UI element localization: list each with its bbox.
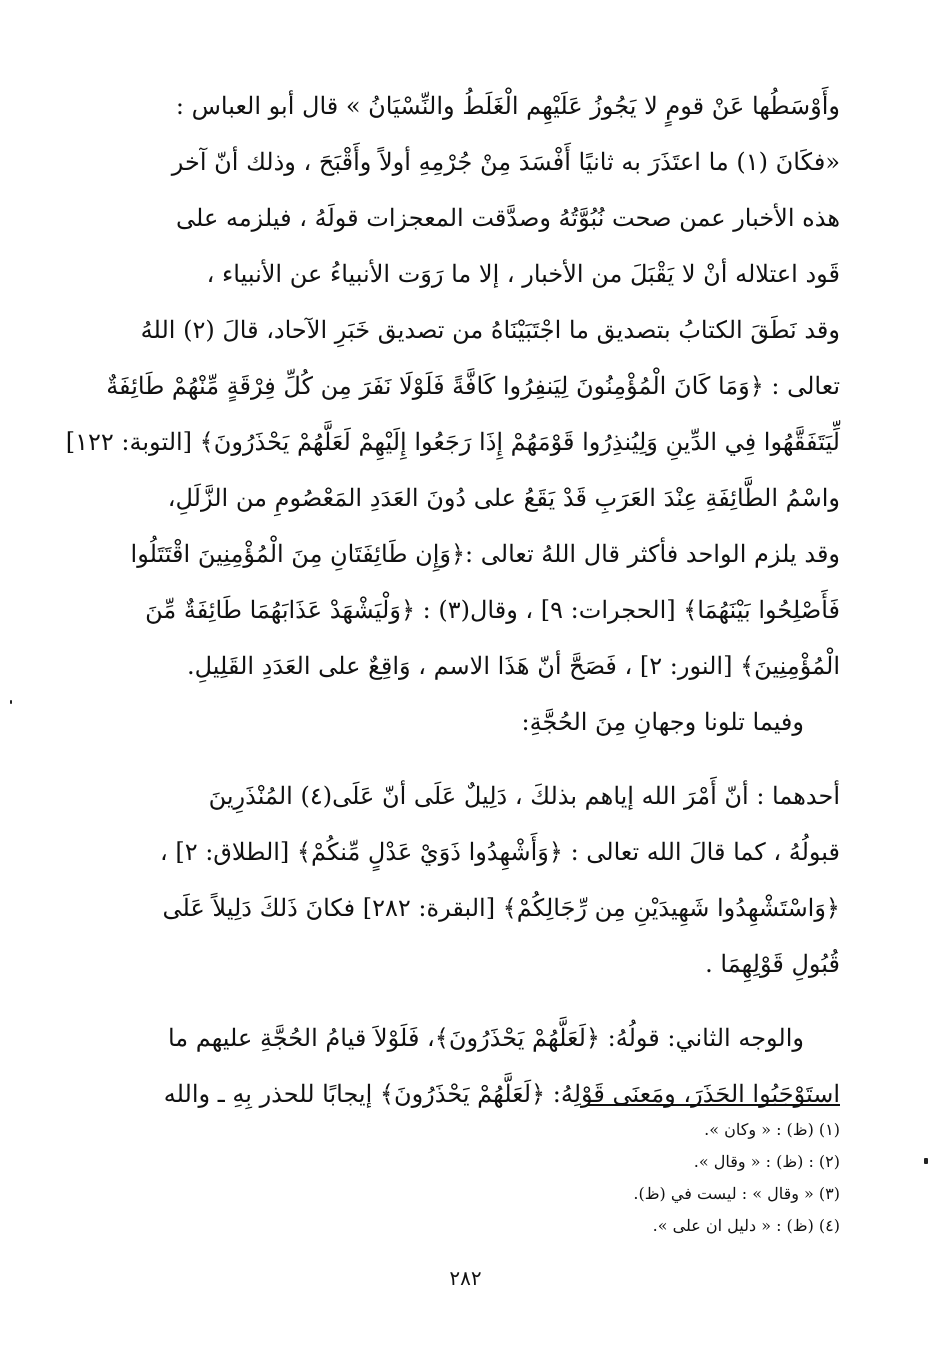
- text-line: الْمُؤْمِنِينَ﴾ [النور: ٢] ، فَصَحَّ أنّ هَذَا الاسم ، وَاقِعٌ على العَدَدِ القَلِيلِ.: [186, 652, 840, 680]
- text-line: تعالى : ﴿وَمَا كَانَ الْمُؤْمِنُونَ لِيَنفِرُوا كَافَّةً فَلَوْلَا نَفَرَ مِن كُلِّ فِرْقَةٍ مِّنْهُمْ طَائِفَةٌ: [106, 372, 840, 400]
- footnotes: [440, 1114, 840, 1242]
- scan-speck: [924, 1158, 928, 1164]
- page-number: ٢٨٢: [449, 1266, 482, 1290]
- text-line: استَوْجَبُوا الحَذَرَ، ومَعنَى قَوْلِهُ: ﴿لَعَلَّهُمْ يَحْذَرُونَ﴾ إيجابًا للحذر بِهِ ـ والله: [163, 1080, 840, 1108]
- scan-speck: [10, 700, 12, 704]
- footnote-divider: [588, 1104, 840, 1106]
- text-line: فَأَصْلِحُوا بَيْنَهُمَا﴾ [الحجرات: ٩] ، وقال(٣) : ﴿وَلْيَشْهَدْ عَذَابَهُمَا طَائِفَةٌ مِّنَ: [145, 596, 840, 624]
- text-line: هذه الأخبار عمن صحت نُبُوَّتُهُ وصدَّقت المعجزات قولَهُ ، فيلزمه على: [176, 204, 840, 232]
- text-line: وقد يلزم الواحد فأكثر قال اللهُ تعالى :﴿وَإِن طَائِفَتَانِ مِنَ الْمُؤْمِنِينَ اقْتَتَلُوا: [130, 540, 840, 568]
- text-line: وفيما تلونا وجهانِ مِنَ الحُجَّةِ:: [521, 708, 804, 736]
- text-line: وقد نَطَقَ الكتابُ بتصديق ما اجْتَبَيْنَاهُ من تصديق خَبَرِ الآحاد، قالَ (٢) اللهُ: [140, 316, 840, 344]
- text-line: والوجه الثاني: قولُهُ: ﴿لَعَلَّهُمْ يَحْذَرُونَ﴾، فَلَوْلاَ قيامُ الحُجَّةِ عليهم ما: [167, 1024, 804, 1052]
- paragraph-gap: [70, 992, 840, 1010]
- paragraph-gap: [70, 750, 840, 768]
- text-line: لِّيَتَفَقَّهُوا فِي الدِّينِ وَلِيُنذِرُوا قَوْمَهُمْ إِذَا رَجَعُوا إِلَيْهِمْ لَعَلَّهُمْ يَحْذَرُونَ﴾ [التوبة: ١٢٢]: [65, 428, 840, 456]
- text-line: وأَوْسَطُها عَنْ قومٍ لا يَجُوزُ عَلَيْهِم الْغَلَطُ والنِّسْيَانُ » قال أبو العباس :: [175, 92, 840, 120]
- main-text: [65, 78, 840, 1122]
- text-line: قبولُهُ ، كما قالَ الله تعالى : ﴿وَأَشْهِدُوا ذَوَيْ عَدْلٍ مِّنكُمْ﴾ [الطلاق: ٢] ،: [159, 838, 840, 866]
- footnote: (٣) « وقال » : ليست في (ظ).: [633, 1184, 840, 1203]
- text-line: قُبُولِ قَوْلِهِمَا .: [705, 950, 840, 978]
- footnote: (٢) : (ظ) : « وقال ».: [693, 1152, 840, 1171]
- footnote: (٤) (ظ) : « دليل ان على ».: [652, 1216, 840, 1235]
- text-line: واسْمُ الطَّائِفَةِ عِنْدَ العَرَبِ قَدْ يَقَعُ على دُونَ العَدَدِ المَعْصُومِ من الزَّلَلِ،: [167, 484, 840, 512]
- text-line: أحدهما : أنّ أَمْرَ الله إياهم بذلكَ ، دَلِيلٌ عَلَى أنّ عَلَى(٤) المُنْذَرِينَ: [208, 782, 840, 810]
- text-line: ﴿وَاسْتَشْهِدُوا شَهِيدَيْنِ مِن رِّجَالِكُمْ﴾ [البقرة: ٢٨٢] فكانَ ذَلكَ دَلِيلاً عَلَى: [162, 894, 840, 922]
- text-line: قَود اعتلاله أنْ لا يَقْبَلَ من الأخبار ، إلا ما رَوَت الأنبياءُ عن الأنبياء ،: [206, 260, 840, 288]
- text-line: «فكَانَ (١) ما اعتَذَرَ به ثانيًا أَفْسَدَ مِنْ جُرْمِهِ أولاً وأَقْبَحَ ، وذلك أنّ آخر: [171, 148, 840, 176]
- footnote: (١) (ظ) : « وكان ».: [704, 1120, 840, 1139]
